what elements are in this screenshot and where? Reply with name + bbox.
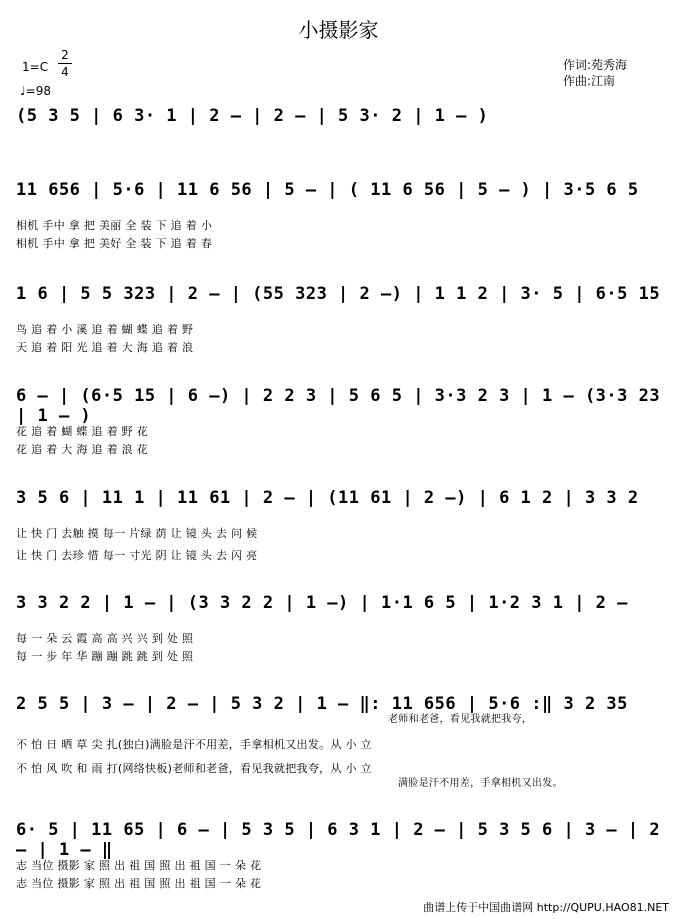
lyric-verse-2: 相机 手中 拿 把 美好 全 装 下 追 着 春 bbox=[16, 237, 213, 250]
lyric-verse-1: 每 一 朵 云 霞 高 高 兴 兴 到 处 照 bbox=[16, 632, 194, 645]
composer-credit: 作曲:江南 bbox=[563, 74, 616, 88]
lyricist-credit: 作词:苑秀海 bbox=[563, 58, 628, 72]
lyric-verse-1: 不 怕 日 晒 草 尖 扎(独白)满脸是汗不用差，手拿相机又出发。从 小 立 bbox=[16, 738, 372, 751]
lyric-verse-2: 天 追 着 阳 光 追 着 大 海 追 着 浪 bbox=[16, 341, 194, 354]
lyric-verse-2: 花 追 着 大 海 追 着 浪 花 bbox=[16, 443, 149, 456]
key-signature: 1=C bbox=[22, 60, 49, 74]
lyric-verse-1: 鸟 追 着 小 溪 追 着 蝴 蝶 追 着 野 bbox=[16, 323, 194, 336]
notation-line: (5 3 5 | 6 3· 1 | 2 — | 2 — | 5 3· 2 | 1 — ) bbox=[16, 106, 489, 126]
annotation-line-1: 老师和老爸，看见我就把我夸， bbox=[388, 714, 533, 725]
source-credit: 曲谱上传于中国曲谱网 http://QUPU.HAO81.NET bbox=[423, 901, 669, 914]
notation-line: 1 6 | 5 5 323 | 2 — | (55 323 | 2 —) | 1 1 2 | 3· 5 | 6·5 15 bbox=[16, 284, 661, 304]
lyric-verse-1: 相机 手中 拿 把 美丽 全 装 下 追 着 小 bbox=[16, 219, 213, 232]
notation-line: 3 3 2 2 | 1 — | (3 3 2 2 | 1 —) | 1·1 6 5 | 1·2 3 1 | 2 — bbox=[16, 593, 628, 613]
lyric-verse-2: 让 快 门 去珍 惜 每一 寸光 阴 让 镜 头 去 闪 亮 bbox=[16, 549, 258, 562]
lyric-verse-2: 志 当位 摄影 家 照 出 祖 国 照 出 祖 国 一 朵 花 bbox=[16, 877, 262, 890]
lyric-verse-2: 不 怕 风 吹 和 雨 打(网络快板)老师和老爸，看见我就把我夸，从 小 立 bbox=[16, 762, 372, 775]
notation-line: 6 — | (6·5 15 | 6 —) | 2 2 3 | 5 6 5 | 3·3 2 3 | 1 — (3·3 23 | 1 — ) bbox=[16, 386, 661, 426]
time-signature-top: 2 bbox=[61, 48, 69, 62]
time-signature-divider bbox=[58, 63, 72, 64]
lyric-verse-1: 让 快 门 去触 摸 每一 片绿 荫 让 镜 头 去 问 候 bbox=[16, 527, 258, 540]
notation-line: 3 5 6 | 11 1 | 11 61 | 2 — | (11 61 | 2 —) | 6 1 2 | 3 3 2 bbox=[16, 488, 639, 508]
notation-line: 6· 5 | 11 65 | 6 — | 5 3 5 | 6 3 1 | 2 — | 5 3 5 6 | 3 — | 2 — | 1 — ‖ bbox=[16, 820, 661, 860]
notation-line: 11 656 | 5·6 | 11 6 56 | 5 — | ( 11 6 56 | 5 — ) | 3·5 6 5 bbox=[16, 180, 639, 200]
annotation-line-2: 满脸是汗不用差，手拿相机又出发。 bbox=[398, 778, 563, 789]
lyric-verse-2: 每 一 步 年 华 蹦 蹦 跳 跳 到 处 照 bbox=[16, 650, 194, 663]
page-title: 小摄影家 bbox=[298, 18, 379, 42]
lyric-verse-1: 花 追 着 蝴 蝶 追 着 野 花 bbox=[16, 425, 149, 438]
time-signature-bottom: 4 bbox=[61, 65, 69, 79]
tempo-marking: ♩=98 bbox=[20, 84, 51, 98]
notation-line: 2 5 5 | 3 — | 2 — | 5 3 2 | 1 — ‖: 11 656 | 5·6 :‖ 3 2 35 bbox=[16, 694, 628, 714]
lyric-verse-1: 志 当位 摄影 家 照 出 祖 国 照 出 祖 国 一 朵 花 bbox=[16, 859, 262, 872]
